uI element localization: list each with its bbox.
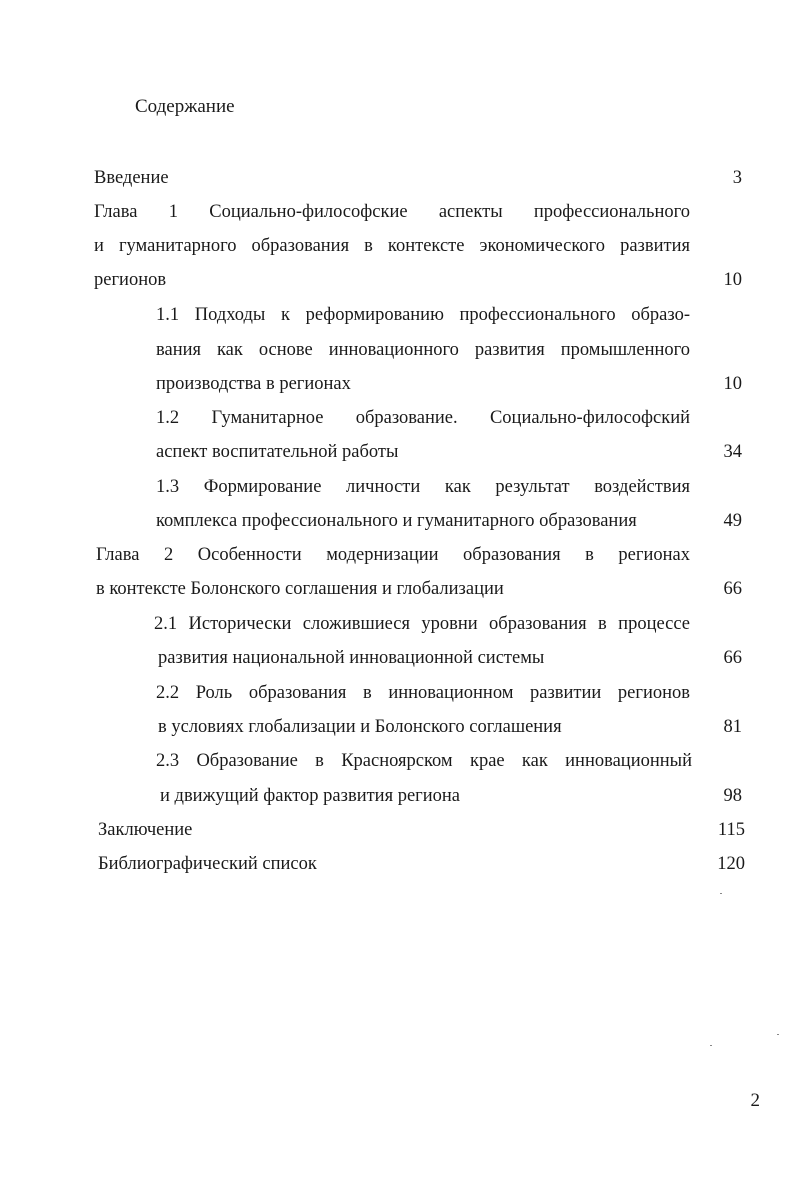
- toc-entry-intro-page: 3: [732, 168, 742, 188]
- toc-entry-s12-line2: аспект воспитательной работы: [156, 442, 399, 462]
- toc-entry-ch2-line1: Глава 2 Особенности модернизации образования в регионах: [96, 545, 690, 565]
- scan-speck: [720, 893, 722, 894]
- toc-entry-intro-title: Введение: [94, 168, 169, 188]
- toc-entry-s23-line1: 2.3 Образование в Красноярском крае как инновационный: [156, 751, 692, 771]
- toc-entry-s21-page: 66: [723, 648, 742, 668]
- toc-entry-ch1-line3: регионов: [94, 270, 167, 290]
- toc-entry-conclusion-title: Заключение: [98, 820, 193, 840]
- toc-entry-ch2-page: 66: [723, 579, 742, 599]
- toc-entry-s21-line1: 2.1 Исторически сложившиеся уровни образования в процессе: [154, 614, 690, 634]
- toc-entry-s23-line2: и движущий фактор развития региона: [160, 786, 461, 806]
- toc-entry-s22-line1: 2.2 Роль образования в инновационном развитии регионов: [156, 683, 690, 703]
- page-number: 2: [750, 1090, 760, 1111]
- toc-entry-ch1-page: 10: [723, 270, 742, 290]
- toc-entry-ch1-line2: и гуманитарного образования в контексте экономического развития: [94, 236, 690, 256]
- page-title: Содержание: [135, 96, 235, 117]
- scan-speck: [710, 1045, 712, 1046]
- toc-entry-s13-line2: комплекса профессионального и гуманитарного образования: [156, 511, 637, 531]
- toc-entry-s12-line1: 1.2 Гуманитарное образование. Социально-философский: [156, 408, 690, 428]
- toc-entry-conclusion-page: 115: [717, 820, 745, 840]
- toc-entry-s11-line3: производства в регионах: [156, 374, 351, 394]
- toc-entry-s11-line1: 1.1 Подходы к реформированию профессионального образо-: [156, 305, 690, 325]
- toc-entry-s12-page: 34: [723, 442, 742, 462]
- toc-entry-s21-line2: развития национальной инновационной системы: [158, 648, 545, 668]
- toc-entry-s22-page: 81: [723, 717, 742, 737]
- toc-entry-s13-line1: 1.3 Формирование личности как результат воздействия: [156, 477, 690, 497]
- scan-speck: [777, 1034, 779, 1035]
- toc-entry-bibliography-title: Библиографический список: [98, 854, 317, 874]
- toc-entry-s22-line2: в условиях глобализации и Болонского соглашения: [158, 717, 562, 737]
- toc-entry-s11-line2: вания как основе инновационного развития промышленного: [156, 340, 690, 360]
- toc-entry-s11-page: 10: [723, 374, 742, 394]
- toc-entry-s23-page: 98: [723, 786, 742, 806]
- toc-entry-bibliography-page: 120: [717, 854, 745, 874]
- toc-entry-ch2-line2: в контексте Болонского соглашения и глобализации: [96, 579, 504, 599]
- toc-entry-ch1-line1: Глава 1 Социально-философские аспекты профессионального: [94, 202, 690, 222]
- toc-entry-s13-page: 49: [723, 511, 742, 531]
